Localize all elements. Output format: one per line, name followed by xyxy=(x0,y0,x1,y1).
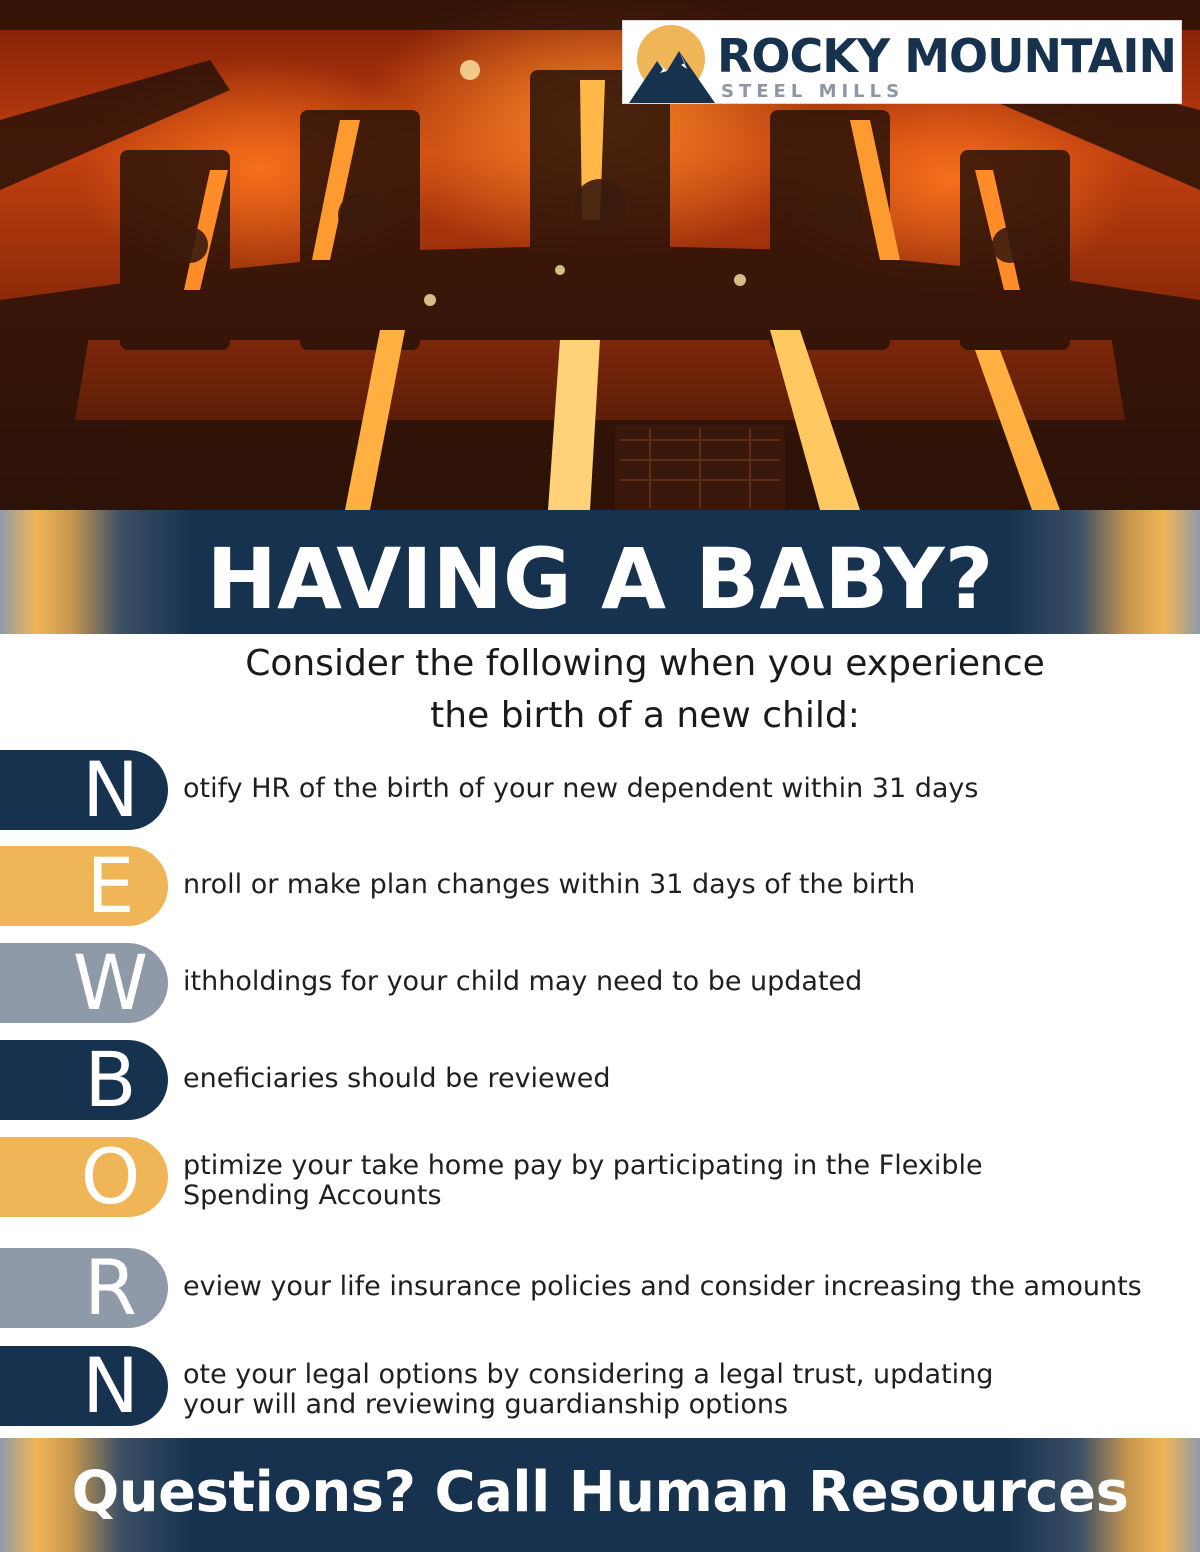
intro-line-1: Consider the following when you experience xyxy=(245,643,1045,684)
item-text: eneficiaries should be reviewed xyxy=(183,1063,611,1094)
letter-pill xyxy=(0,745,168,834)
acrostic-letter: W xyxy=(72,938,146,1027)
hero-image xyxy=(0,0,1200,510)
acrostic-letter: E xyxy=(86,841,132,930)
letter-pill xyxy=(0,1132,168,1221)
list-item xyxy=(0,841,1200,930)
acrostic-letter: O xyxy=(80,1132,138,1221)
letter-pill xyxy=(0,1341,168,1430)
footer-band xyxy=(0,1438,1200,1552)
item-text xyxy=(183,1360,993,1420)
item-text-line-2: Spending Accounts xyxy=(183,1180,442,1211)
item-text: eview your life insurance policies and consider increasing the amounts xyxy=(183,1271,1142,1302)
item-text: nroll or make plan changes within 31 days of the birth xyxy=(183,869,916,900)
list-item xyxy=(0,938,1200,1027)
list-item xyxy=(0,1341,1200,1430)
logo-company-name: ROCKY MOUNTAIN xyxy=(717,29,1177,83)
acrostic-letter: R xyxy=(84,1243,134,1332)
company-logo xyxy=(622,20,1182,104)
footer-call-to-action: Questions? Call Human Resources xyxy=(71,1460,1129,1525)
acrostic-letter: N xyxy=(82,745,136,834)
logo-subtitle: STEEL MILLS xyxy=(721,81,905,102)
title-band xyxy=(0,510,1200,634)
intro-line-2: the birth of a new child: xyxy=(430,695,860,736)
item-text xyxy=(183,1151,983,1211)
page-title: HAVING A BABY? xyxy=(206,530,994,628)
intro-text xyxy=(0,638,1200,742)
letter-pill xyxy=(0,1243,168,1332)
item-text-line-1: ote your legal options by considering a legal trust, updating xyxy=(183,1359,994,1390)
list-item xyxy=(0,1132,1200,1221)
acrostic-letter: B xyxy=(84,1035,134,1124)
acrostic-letter: N xyxy=(82,1341,136,1430)
list-item xyxy=(0,1035,1200,1124)
mountain-sun-icon xyxy=(627,23,717,103)
list-item xyxy=(0,1243,1200,1332)
letter-pill xyxy=(0,1035,168,1124)
letter-pill xyxy=(0,938,168,1027)
list-item xyxy=(0,745,1200,834)
letter-pill xyxy=(0,841,168,930)
item-text-line-2: your will and reviewing guardianship options xyxy=(183,1389,789,1420)
item-text-line-1: ptimize your take home pay by participating in the Flexible xyxy=(183,1150,983,1181)
item-text: otify HR of the birth of your new dependent within 31 days xyxy=(183,773,979,804)
item-text: ithholdings for your child may need to be updated xyxy=(183,966,863,997)
